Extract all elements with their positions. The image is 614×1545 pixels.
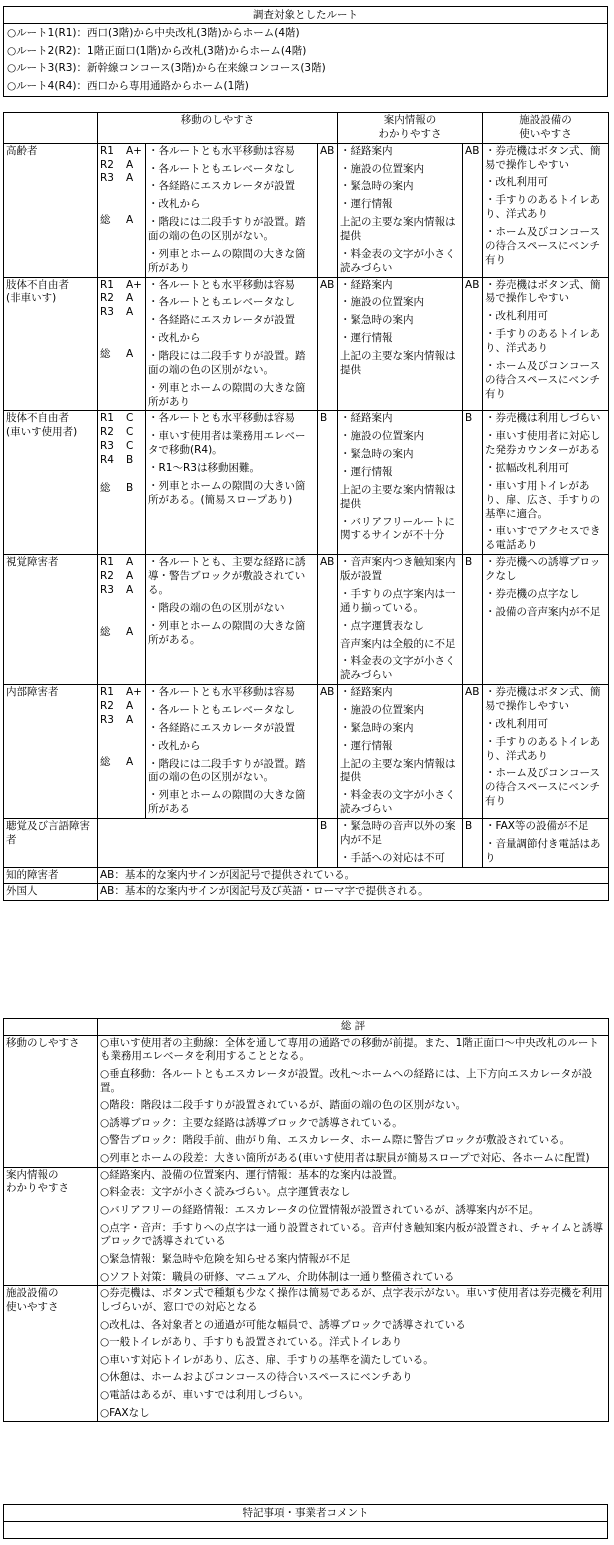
summary-item: ○一般トイレがあり、手すりも設置されている。洋式トイレあり	[100, 1336, 403, 1349]
category-cell: 高齢者	[4, 143, 98, 277]
facility-grade-cell: AB	[463, 277, 483, 411]
route-grade	[100, 584, 143, 598]
note-item: ・運行情報	[340, 332, 393, 345]
category-cell: 聴覚及び言語障害者	[4, 818, 98, 867]
note-item: ・緊急時の案内	[340, 448, 414, 461]
route-label: 総	[100, 481, 111, 494]
note-item: ・車いす使用者に対応した発券カウンターがある	[485, 430, 601, 457]
summary-item: ○車いす使用者の主動線：全体を通して専用の通路での移動が前提。また、1階正面口～中央改札のルートも業務用エレベータを利用することとなる。	[100, 1036, 599, 1063]
note-item: ・改札から	[148, 739, 201, 752]
info-notes-cell	[338, 143, 463, 277]
note-item: ・車いす用トイレがあり、扉、広さ、手すりの基準に適合。	[485, 479, 601, 520]
summary-category-cell: 案内情報の わかりやすさ	[4, 1167, 98, 1285]
facility-notes-cell	[483, 555, 609, 685]
note-item: ・車いす使用者は業務用エレベータで移動(R4)。	[148, 430, 306, 457]
summary-item: ○列車とホームの段差：大きい箇所がある(車いす使用者は駅員が簡易スロープで対応、各ホームに配置)	[100, 1152, 590, 1165]
facility-notes-cell	[483, 411, 609, 555]
note-item: ・各経路にエスカレータが設置	[148, 721, 295, 734]
info-notes-cell	[338, 411, 463, 555]
route-item: ○ルート2(R2)：1階正面口(1階)から改札(3階)からホーム(4階)	[7, 44, 307, 57]
summary-item: ○券売機は、ボタン式で種類も少なく操作は簡易であるが、点字表示がない。車いす使用者は券売機を利用しづらいが、窓口での対応となる	[100, 1287, 603, 1313]
route-grade	[100, 570, 143, 584]
summary-item: ○警告ブロック：階段手前、曲がり角、エスカレータ、ホーム際に警告ブロックが敷設されている。	[100, 1134, 571, 1147]
comments-body	[4, 1522, 608, 1539]
category-cell: 肢体不自由者 (非車いす)	[4, 277, 98, 411]
info-grade-cell: B	[318, 411, 338, 555]
summary-item: ○緊急情報：緊急時や危険を知らせる案内情報が不足	[100, 1252, 351, 1265]
route-label: R3	[100, 713, 114, 726]
note-item: ・改札から	[148, 198, 201, 211]
note-item: ・バリアフリールートに関するサインが不十分	[340, 515, 455, 542]
grade-value: A	[126, 556, 134, 569]
info-grade-cell: AB	[318, 277, 338, 411]
route-grade	[100, 714, 143, 728]
route-label	[100, 598, 126, 612]
mobility-notes-cell	[146, 143, 318, 277]
note-item: 上記の主要な案内情報は提供	[340, 350, 456, 376]
route-grade	[100, 440, 143, 454]
mobility-notes-cell	[146, 555, 318, 685]
grade-value: A	[126, 348, 134, 361]
route-grade	[100, 145, 143, 159]
grade-value: B	[126, 481, 134, 494]
summary-item: ○改札は、各対象者との通過が可能な幅員で、誘導ブロックで誘導されている	[100, 1318, 466, 1331]
grade-value: A	[126, 306, 134, 319]
grade-value: A	[126, 699, 134, 712]
route-item: ○ルート3(R3)：新幹線コンコース(3階)から在来線コンコース(3階)	[7, 62, 326, 75]
category-cell: 視覚障害者	[4, 555, 98, 685]
summary-table	[3, 1018, 609, 1422]
summary-item: ○休憩は、ホームおよびコンコースの待合いスペースにベンチあり	[100, 1371, 413, 1384]
note-item: ・手すりのあるトイレあり、洋式あり	[485, 194, 601, 221]
routes-list	[4, 24, 608, 97]
route-grade	[100, 306, 143, 320]
note-item: ・各ルートとも水平移動は容易	[148, 144, 295, 157]
note-item: ・券売機はボタン式、簡易で操作しやすい	[485, 686, 601, 712]
route-grade	[100, 454, 143, 468]
summary-notes-cell	[98, 1286, 609, 1422]
note-item: ・列車とホームの隙間の大きな箇所があり	[148, 381, 306, 408]
route-label: R2	[100, 158, 114, 171]
summary-item: ○バリアフリーの経路情報：エスカレータの位置情報が設置されているが、誘導案内が不足。	[100, 1204, 540, 1217]
note-item: ・運行情報	[340, 466, 393, 479]
route-grade	[100, 626, 143, 640]
facility-notes-cell	[483, 685, 609, 819]
note-item: ・各経路にエスカレータが設置	[148, 180, 295, 193]
route-grade	[100, 412, 143, 426]
grade-value: A	[126, 570, 134, 583]
route-grade	[100, 214, 143, 228]
note-item: ・各ルートとも、主要な経路に誘導・警告ブロックが敷設されている。	[148, 556, 306, 596]
route-label: R1	[100, 556, 114, 569]
route-label	[100, 186, 126, 200]
route-grade	[100, 334, 143, 348]
summary-item: ○車いす対応トイレがあり、広さ、扉、手すりの基準を満たしている。	[100, 1353, 434, 1366]
note-item: ・列車とホームの隙間の大きな箇所がある	[148, 789, 306, 816]
summary-title: 総 評	[98, 1019, 609, 1036]
note-item: ・拡幅改札利用可	[485, 462, 570, 475]
route-label	[100, 612, 126, 626]
note-item: ・券売機はボタン式、簡易で操作しやすい	[485, 278, 601, 305]
route-grade	[100, 348, 143, 362]
route-item: ○ルート1(R1)：西口(3階)から中央改札(3階)からホーム(4階)	[7, 27, 300, 40]
note-item: ・各ルートとも水平移動は容易	[148, 278, 295, 291]
route-grade	[100, 700, 143, 714]
route-label: R1	[100, 412, 114, 425]
route-grade	[100, 426, 143, 440]
mobility-empty-cell	[98, 818, 318, 867]
mobility-notes-cell	[146, 411, 318, 555]
note-item: ・緊急時の案内	[340, 314, 414, 327]
summary-notes-cell	[98, 1035, 609, 1167]
summary-notes-cell	[98, 1167, 609, 1285]
summary-row	[4, 1035, 609, 1167]
note-item: ・階段には二段手すりが設置。踏面の端の色の区別がない。	[148, 757, 306, 784]
note-item: ・運行情報	[340, 739, 393, 752]
grade-value: A+	[126, 278, 142, 291]
route-grades-cell	[98, 411, 146, 555]
evaluation-row	[4, 685, 609, 819]
grade-value: A	[126, 172, 134, 185]
route-label: R3	[100, 172, 114, 185]
info-grade-cell: AB	[318, 555, 338, 685]
summary-item: ○垂直移動：各ルートともエスカレータが設置。改札～ホームへの経路には、上下方向エスカレータが設置。	[100, 1067, 593, 1094]
note-item: ・緊急時の案内	[340, 180, 414, 193]
summary-item: ○FAXなし	[100, 1406, 150, 1419]
comments-title: 特記事項・事業者コメント	[4, 1505, 608, 1522]
note-item: ・経路案内	[340, 278, 393, 291]
routes-table	[3, 6, 608, 97]
evaluation-row	[4, 818, 609, 867]
route-label	[100, 742, 126, 756]
route-label: 総	[100, 755, 111, 768]
route-grade	[100, 728, 143, 742]
grade-value: C	[126, 426, 134, 439]
route-grade	[100, 186, 143, 200]
route-label: R3	[100, 306, 114, 319]
route-label: R1	[100, 686, 114, 699]
note-item: ・各ルートともエレベータなし	[148, 296, 295, 309]
evaluation-row	[4, 411, 609, 555]
note-item: ・階段には二段手すりが設置。踏面の端の色の区別がない。	[148, 216, 306, 243]
note-item: ・緊急時の案内	[340, 721, 414, 734]
grade-value: A	[126, 625, 134, 638]
note-item: ・階段の端の色の区別がない	[148, 601, 285, 614]
route-label: R3	[100, 440, 114, 453]
route-grade	[100, 159, 143, 173]
facility-grade-cell: B	[463, 555, 483, 685]
evaluation-row	[4, 867, 609, 884]
info-notes-cell	[338, 818, 463, 867]
summary-category-cell: 移動のしやすさ	[4, 1035, 98, 1167]
note-item: 上記の主要な案内情報は提供	[340, 483, 456, 510]
route-label	[100, 334, 126, 348]
route-grade	[100, 172, 143, 186]
note-item: ・各ルートともエレベータなし	[148, 162, 295, 175]
mobility-notes-cell	[146, 277, 318, 411]
header-information: 案内情報の わかりやすさ	[338, 113, 483, 144]
route-grade	[100, 320, 143, 334]
note-item: ・車いすでアクセスできる電話あり	[485, 525, 601, 552]
note-item: ・ホーム及びコンコースの待合スペースにベンチ有り	[485, 226, 601, 266]
facility-notes-cell	[483, 143, 609, 277]
note-item: ・経路案内	[340, 686, 393, 699]
route-grades-cell	[98, 555, 146, 685]
route-label: R2	[100, 292, 114, 305]
note-item: ・手すりのあるトイレあり、洋式あり	[485, 328, 601, 355]
summary-category-cell: 施設設備の 使いやすさ	[4, 1286, 98, 1422]
note-item: ・券売機はボタン式、簡易で操作しやすい	[485, 144, 601, 171]
summary-corner	[4, 1019, 98, 1036]
route-grade	[100, 482, 143, 496]
summary-item: ○ソフト対策：職員の研修、マニュアル、介助体制は一通り整備されている	[100, 1270, 455, 1283]
note-item: ・ホーム及びコンコースの待合スペースにベンチ有り	[485, 359, 601, 400]
facility-notes-cell	[483, 277, 609, 411]
route-grade	[100, 292, 143, 306]
note-item: ・緊急時の音声以外の案内が不足	[340, 819, 456, 846]
category-cell: 肢体不自由者 (車いす使用者)	[4, 411, 98, 555]
note-item: 上記の主要な案内情報は提供	[340, 757, 456, 784]
note-item: 音声案内は全般的に不足	[340, 637, 456, 650]
facility-grade-cell: AB	[463, 143, 483, 277]
note-item: ・改札利用可	[485, 717, 549, 730]
route-label: R2	[100, 426, 114, 439]
info-notes-cell	[338, 685, 463, 819]
route-label: 総	[100, 214, 111, 227]
comments-table	[3, 1504, 608, 1539]
grade-value: A+	[126, 144, 142, 157]
note-item: ・ホーム及びコンコースの待合スペースにベンチ有り	[485, 767, 601, 808]
summary-item: ○点字・音声：手すりへの点字は一通り設置されている。音声付き触知案内板が設置され、チャイムと誘導ブロックで誘導されている	[100, 1221, 603, 1248]
note-item: ・改札利用可	[485, 176, 549, 189]
info-notes-cell	[338, 555, 463, 685]
summary-item: ○電話はあるが、車いすでは利用しづらい。	[100, 1389, 309, 1402]
facility-grade-cell: B	[463, 411, 483, 555]
summary-section	[3, 1018, 608, 1422]
note-item: ・R1～R3は移動困難。	[148, 462, 260, 475]
route-grades-cell	[98, 143, 146, 277]
route-label	[100, 728, 126, 742]
evaluation-table	[3, 112, 609, 901]
note-item: ・券売機の点字なし	[485, 587, 580, 600]
grade-value: A	[126, 583, 134, 596]
grade-value: C	[126, 440, 134, 453]
note-item: ・音声案内つき触知案内版が設置	[340, 556, 456, 583]
info-notes-cell	[338, 277, 463, 411]
comments-section	[3, 1504, 608, 1539]
route-label: R1	[100, 278, 114, 291]
note-item: ・各ルートとも水平移動は容易	[148, 686, 295, 699]
note-item: ・列車とホームの隙間の大きな箇所がある。	[148, 619, 306, 646]
route-label: R1	[100, 144, 114, 157]
route-grade	[100, 468, 143, 482]
route-label: 総	[100, 625, 111, 638]
routes-section	[3, 6, 608, 97]
route-label	[100, 200, 126, 214]
evaluation-row	[4, 884, 609, 901]
evaluation-row	[4, 277, 609, 411]
note-item: ・手話への対応は不可	[340, 851, 446, 864]
route-label	[100, 320, 126, 334]
grade-value: A+	[126, 686, 142, 699]
category-cell: 外国人	[4, 884, 98, 901]
route-label: R2	[100, 570, 114, 583]
route-grade	[100, 200, 143, 214]
route-label: R3	[100, 583, 114, 596]
note-item: ・列車とホームの隙間の大きい箇所がある。(簡易スロープあり)	[148, 479, 306, 506]
route-label: 総	[100, 348, 111, 361]
note-item: ・FAX等の設備が不足	[485, 819, 589, 832]
note-item: ・施設の位置案内	[340, 430, 425, 443]
note-item: ・手すりのあるトイレあり、洋式あり	[485, 735, 601, 762]
route-label: R4	[100, 454, 114, 467]
facility-notes-cell	[483, 818, 609, 867]
routes-title: 調査対象としたルート	[4, 7, 608, 24]
wide-note-cell: AB：基本的な案内サインが図記号及び英語・ローマ字で提供される。	[98, 884, 609, 901]
note-item: ・経路案内	[340, 412, 393, 425]
facility-grade-cell: B	[463, 818, 483, 867]
header-facilities: 施設設備の 使いやすさ	[483, 113, 609, 144]
note-item: ・設備の音声案内が不足	[485, 605, 601, 618]
route-label	[100, 468, 126, 482]
route-grade	[100, 742, 143, 756]
info-grade-cell: AB	[318, 143, 338, 277]
evaluation-row	[4, 555, 609, 685]
route-grade	[100, 686, 143, 700]
grade-value: B	[126, 454, 134, 467]
route-grade	[100, 612, 143, 626]
route-label: R2	[100, 699, 114, 712]
facility-grade-cell: AB	[463, 685, 483, 819]
corner-cell	[4, 113, 98, 144]
info-grade-cell: B	[318, 818, 338, 867]
grade-value: A	[126, 713, 134, 726]
note-item: ・料金表の文字が小さく読みづらい	[340, 247, 456, 274]
route-grade	[100, 556, 143, 570]
grade-value: A	[126, 158, 134, 171]
route-grades-cell	[98, 685, 146, 819]
grade-value: A	[126, 214, 134, 227]
grade-value: A	[126, 755, 134, 768]
route-grade	[100, 598, 143, 612]
note-item: ・施設の位置案内	[340, 296, 425, 309]
category-cell: 内部障害者	[4, 685, 98, 819]
route-item: ○ルート4(R4)：西口から専用通路からホーム(1階)	[7, 79, 249, 92]
note-item: ・各経路にエスカレータが設置	[148, 314, 295, 327]
summary-item: ○料金表：文字が小さく読みづらい。点字運賃表なし	[100, 1186, 351, 1199]
summary-item: ○経路案内、設備の位置案内、運行情報：基本的な案内は設置。	[100, 1168, 404, 1181]
summary-item: ○誘導ブロック：主要な経路は誘導ブロックで誘導されている。	[100, 1116, 403, 1129]
note-item: ・各ルートともエレベータなし	[148, 703, 295, 716]
mobility-notes-cell	[146, 685, 318, 819]
note-item: ・券売機への誘導ブロックなし	[485, 556, 601, 583]
info-grade-cell: AB	[318, 685, 338, 819]
note-item: ・施設の位置案内	[340, 162, 425, 175]
wide-note-cell: AB：基本的な案内サインが図記号で提供されている。	[98, 867, 609, 884]
note-item: ・各ルートとも水平移動は容易	[148, 412, 295, 425]
note-item: ・列車とホームの隙間の大きな箇所があり	[148, 247, 306, 274]
note-item: ・音量調節付き電話はあり	[485, 837, 601, 864]
route-grade	[100, 279, 143, 293]
grade-value: A	[126, 292, 134, 305]
summary-row	[4, 1286, 609, 1422]
note-item: ・運行情報	[340, 198, 393, 211]
note-item: ・改札利用可	[485, 310, 549, 323]
note-item: ・経路案内	[340, 144, 393, 157]
header-mobility: 移動のしやすさ	[98, 113, 338, 144]
note-item: ・券売機は利用しづらい	[485, 412, 601, 425]
note-item: ・手すりの点字案内は一通り揃っている。	[340, 587, 456, 614]
grade-value: C	[126, 412, 134, 425]
summary-row	[4, 1167, 609, 1285]
note-item: ・改札から	[148, 332, 201, 345]
evaluation-row	[4, 143, 609, 277]
category-cell: 知的障害者	[4, 867, 98, 884]
note-item: ・料金表の文字が小さく読みづらい	[340, 789, 456, 816]
note-item: ・料金表の文字が小さく読みづらい	[340, 655, 456, 682]
evaluation-section	[3, 112, 608, 901]
note-item: ・階段には二段手すりが設置。踏面の端の色の区別がない。	[148, 350, 306, 376]
route-grades-cell	[98, 277, 146, 411]
summary-item: ○階段：階段は二段手すりが設置されているが、踏面の端の色の区別がない。	[100, 1099, 467, 1112]
route-grade	[100, 756, 143, 770]
note-item: 上記の主要な案内情報は提供	[340, 216, 456, 243]
note-item: ・点字運賃表なし	[340, 619, 425, 632]
note-item: ・施設の位置案内	[340, 703, 425, 716]
